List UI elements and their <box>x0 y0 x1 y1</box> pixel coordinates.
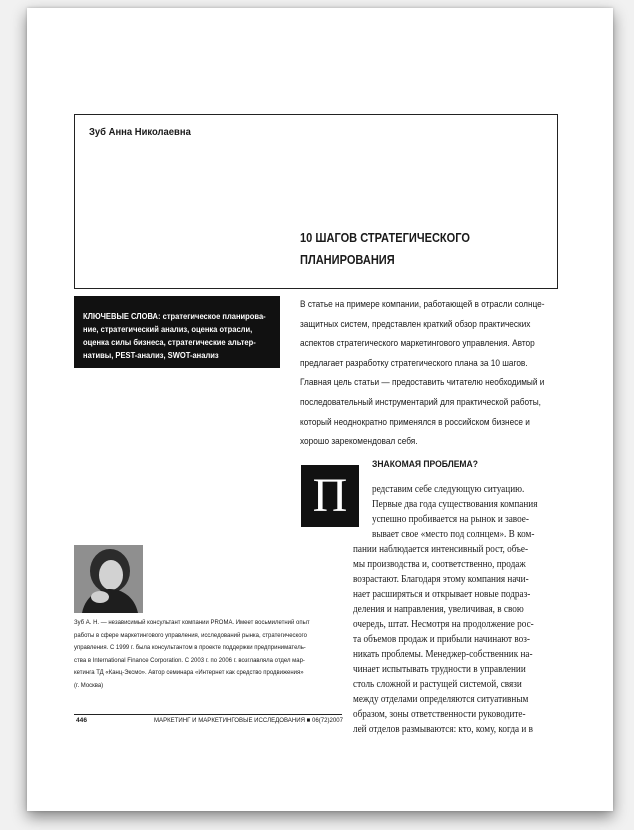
body-line: успешно пробивается на рынок и завое- <box>372 514 529 525</box>
magazine-page <box>27 8 613 811</box>
abstract-line: хорошо зарекомендовал себя. <box>300 436 418 447</box>
body-line: никать проблемы. Менеджер-собственник на- <box>353 649 533 660</box>
footer-rule <box>74 714 342 715</box>
abstract-line: защитных систем, представлен краткий обзор практических <box>300 318 531 329</box>
keywords-line: ние, стратегический анализ, оценка отрасли, <box>83 324 253 334</box>
keywords-box <box>74 296 280 368</box>
body-line: нает расширяться и открывает новые подраз- <box>353 589 531 600</box>
body-line: образом, зоны ответственности руководите- <box>353 709 526 720</box>
abstract <box>300 295 572 452</box>
body-line: столь сложной и растущей системой, связи <box>353 679 522 690</box>
abstract-line: аспектов стратегического маркетингового управления. Автор <box>300 338 535 349</box>
body-line: пании наблюдается интенсивный рост, объе- <box>353 544 529 555</box>
author-name: Зуб Анна Николаевна <box>89 126 191 138</box>
journal-name: МАРКЕТИНГ И МАРКЕТИНГОВЫЕ ИССЛЕДОВАНИЯ ■ 06(72)2007 <box>154 717 344 724</box>
bio-line: Зуб А. Н. — независимый консультант компании PROMA. Имеет восьмилетний опыт <box>74 619 310 626</box>
bio-line: (г. Москва) <box>74 681 104 689</box>
bio-line: кетинга ТД «Канц-Эксмо». Автор семинара «Интернет как средство продвижения» <box>74 669 304 676</box>
title-line-1: 10 ШАГОВ СТРАТЕГИЧЕСКОГО <box>300 230 470 245</box>
body-line: Первые два года существования компания <box>372 499 538 510</box>
section-title: ЗНАКОМАЯ ПРОБЛЕМА? <box>372 459 478 470</box>
bio-line: управления. С 1999 г. была консультантом в проекте поддержки предприниматель- <box>74 644 306 651</box>
body-line: чинает испытывать трудности в управлении <box>353 664 526 675</box>
keywords-line: КЛЮЧЕВЫЕ СЛОВА: стратегическое планирова- <box>83 311 266 321</box>
body-line: между отделами определяются ситуативным <box>353 694 529 705</box>
abstract-line: последовательный инструментарий для практической работы, <box>300 396 541 407</box>
body-line: возрастают. Благодаря этому компания начи- <box>353 574 529 585</box>
body-line: вывает свое «место под солнцем». В ком- <box>372 529 535 540</box>
body-line: мы производства и, соответственно, продаж <box>353 559 526 570</box>
body-line: лей отделов размываются: кто, кому, когда и в <box>353 724 533 735</box>
abstract-line: В статье на примере компании, работающей в отрасли солнце- <box>300 299 545 309</box>
keywords-line: нативы, PEST-анализ, SWOT-анализ <box>83 350 219 360</box>
bio-line: работы в сфере маркетингового управления, исследований рынка, стратегического <box>74 631 307 639</box>
title-line-2: ПЛАНИРОВАНИЯ <box>300 252 395 267</box>
body-line: деления и направления, увеличивая, в свою <box>353 604 524 615</box>
body-line: очередь, штат. Несмотря на продолжение рос- <box>353 619 534 630</box>
drop-cap: П <box>301 465 359 527</box>
header-box <box>74 114 558 289</box>
body-line: та объемов продаж и прибыли начинают воз- <box>353 634 530 645</box>
abstract-line: Главная цель статьи — предоставить читателю необходимый и <box>300 377 545 388</box>
abstract-line: который неоднократно применялся в российском бизнесе и <box>300 416 530 427</box>
page-number: 446 <box>76 717 88 724</box>
bio-line: ства в International Finance Corporation. С 2003 г. по 2006 г. возглавляла отдел мар- <box>74 656 305 664</box>
author-photo <box>74 545 143 613</box>
author-bio <box>74 617 330 692</box>
keywords-line: оценка силы бизнеса, стратегические альтер- <box>83 337 256 347</box>
abstract-line: предлагает разработку стратегического плана за 10 шагов. <box>300 357 528 368</box>
article-title <box>300 227 470 271</box>
body-line: редставим себе следующую ситуацию. <box>372 484 525 495</box>
